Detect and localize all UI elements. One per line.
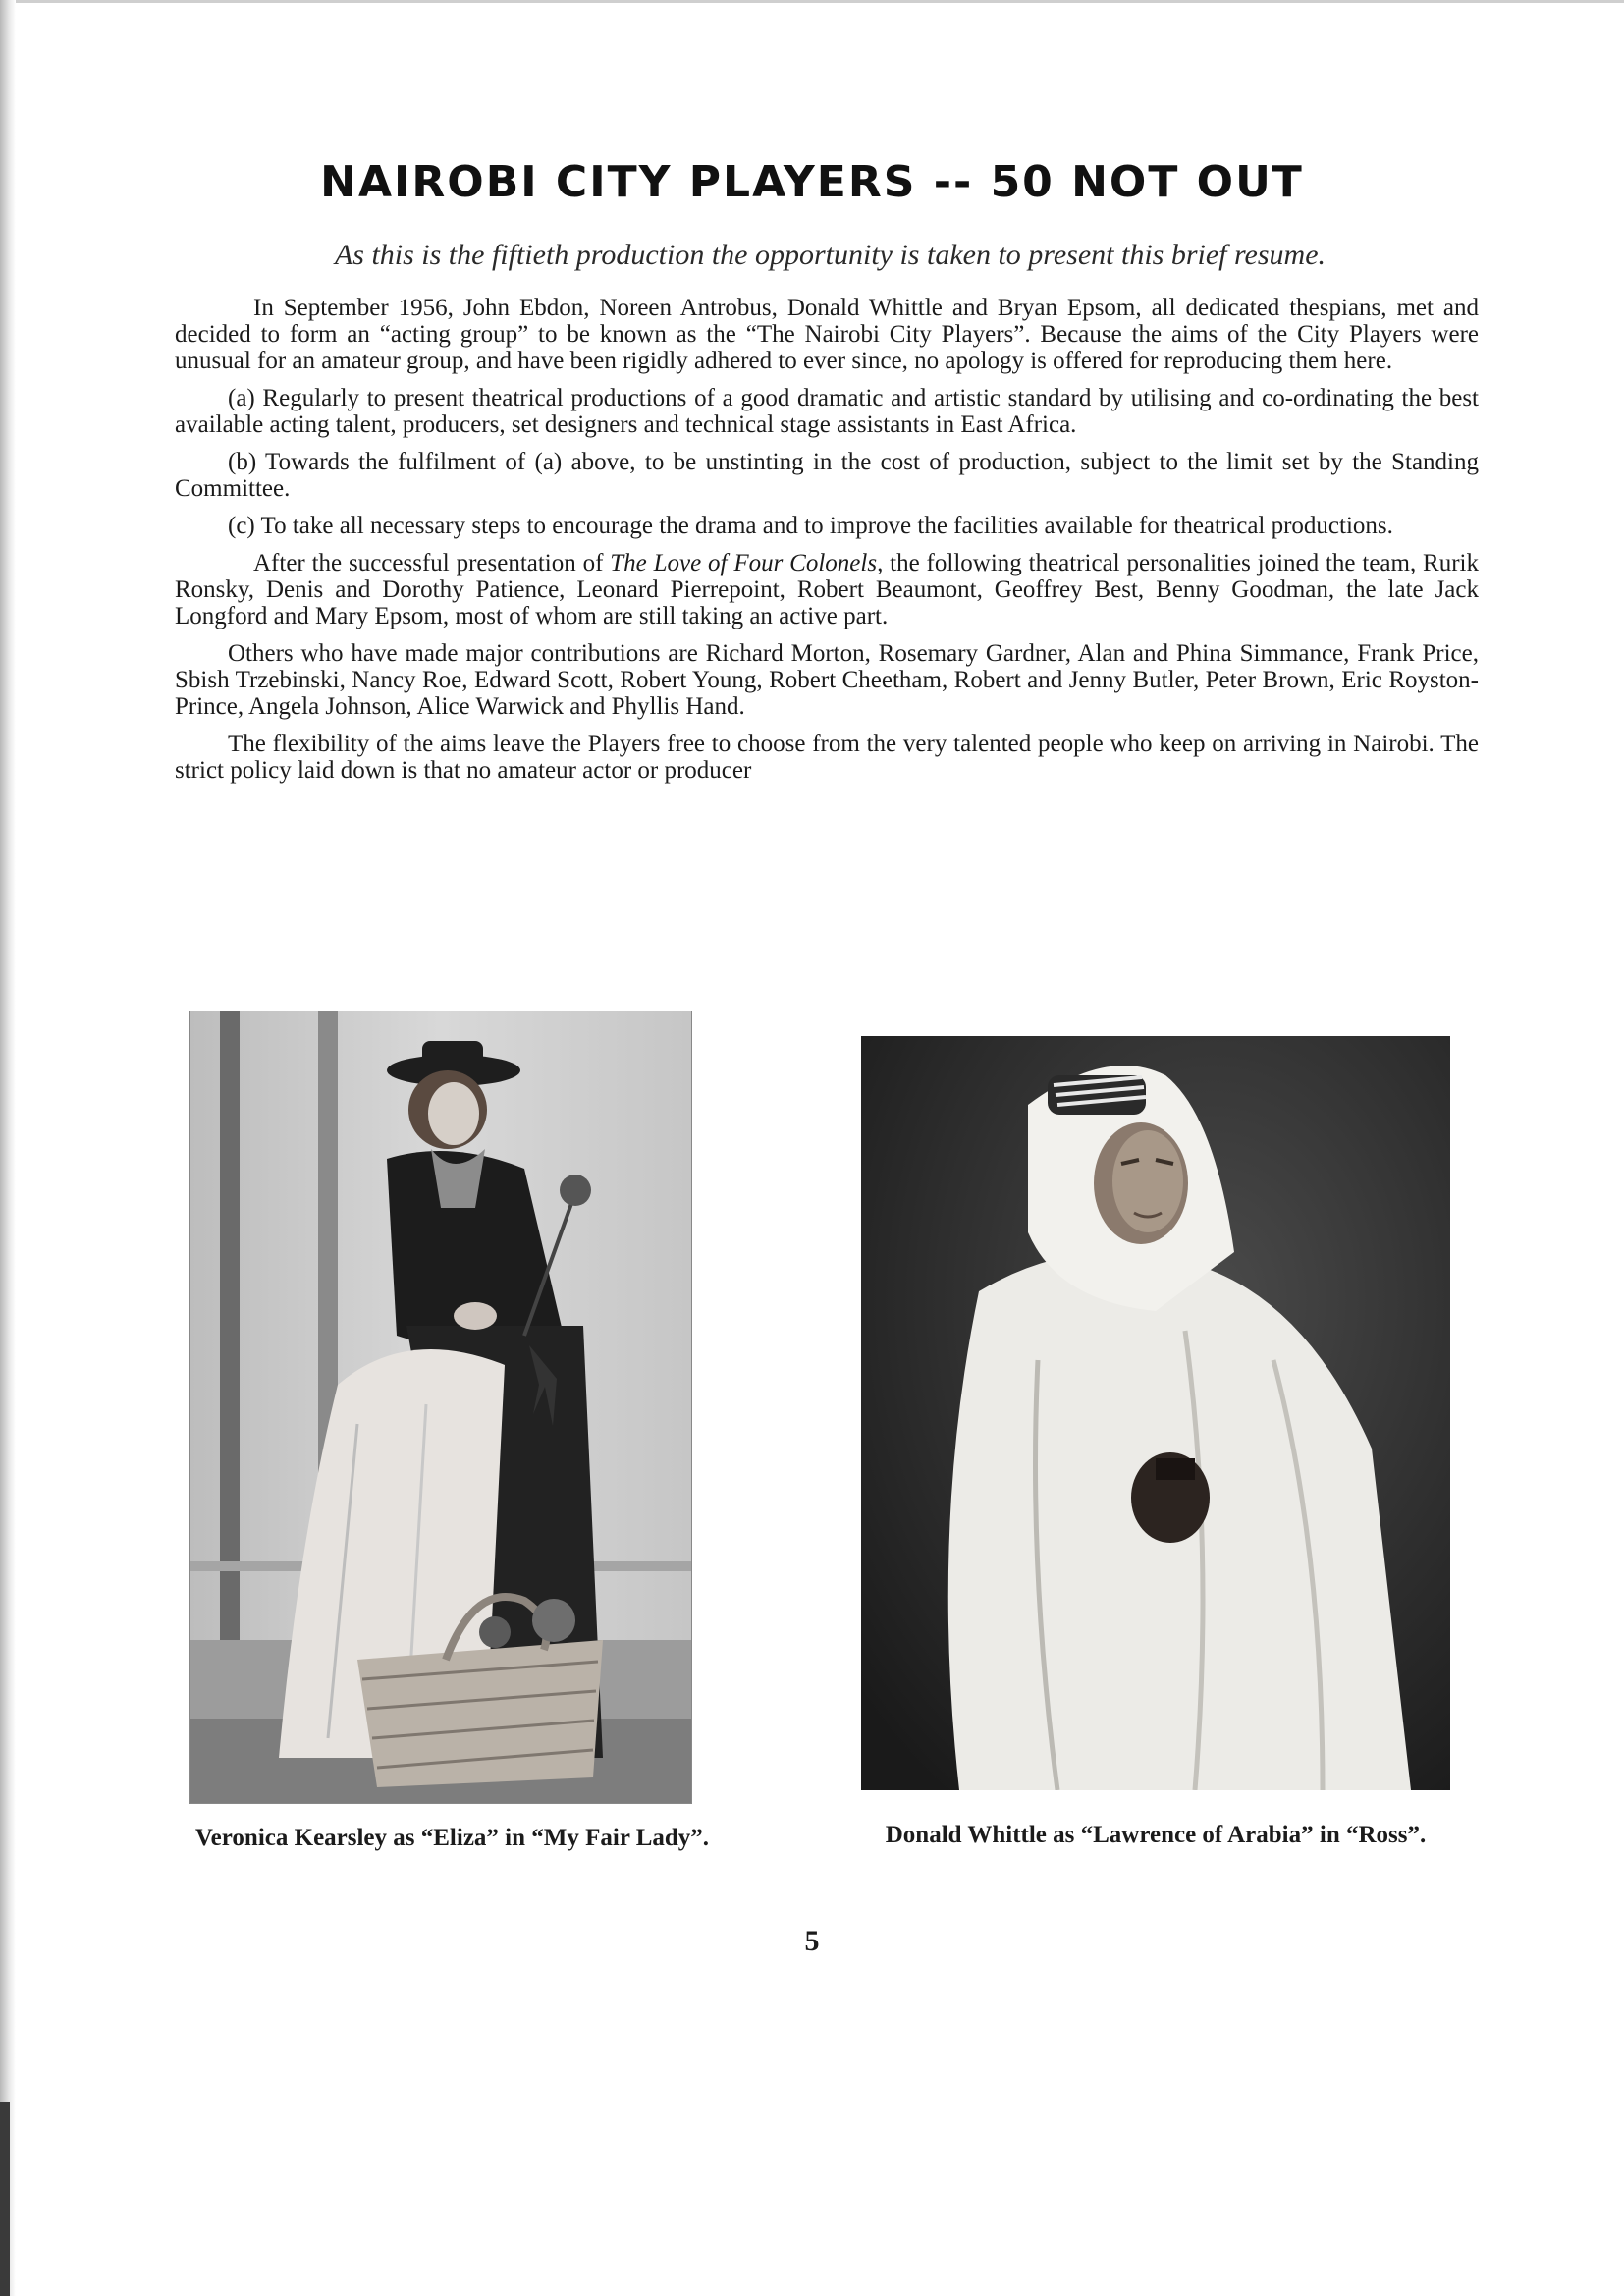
paragraph-contributors: Others who have made major contributions are Richard Morton, Rosemary Gardner, Alan and Phina Simmance, Frank Price, Sbish Trzebinski, Nancy Roe, Edward Scott, Robert Young, Robert Cheetham, Robert and Jenny Butler, Peter Brown, Eric Royston-Prince, Angela Johnson, Alice Warwick and Phyllis Hand. bbox=[175, 640, 1479, 720]
article-body bbox=[175, 295, 1479, 794]
scan-binding-shadow bbox=[0, 2102, 10, 2296]
caption-lawrence: Donald Whittle as “Lawrence of Arabia” in “Ross”. bbox=[885, 1822, 1427, 1848]
paragraph-new-members bbox=[175, 550, 1479, 629]
play-title: The Love of Four Colonels, bbox=[610, 550, 884, 576]
photo-lawrence bbox=[861, 1036, 1450, 1790]
paragraph-aim-b: (b) Towards the fulfilment of (a) above, to be unstinting in the cost of production, subject to the limit set by the Standing Committee. bbox=[175, 449, 1479, 502]
caption-eliza: Veronica Kearsley as “Eliza” in “My Fair Lady”. bbox=[194, 1825, 710, 1851]
scan-top-edge bbox=[0, 0, 1624, 3]
page-number: 5 bbox=[804, 1925, 820, 1957]
paragraph-founding: In September 1956, John Ebdon, Noreen Antrobus, Donald Whittle and Bryan Epsom, all dedicated thespians, met and decided to form an “acting group” to be known as the “The Nairobi City Players”. Because the aims of the City Players were unusual for an amateur group, and have been rigidly adhered to ever since, no apology is offered for reproducing them here. bbox=[175, 295, 1479, 374]
paragraph-aim-c: (c) To take all necessary steps to encourage the drama and to improve the facilities available for theatrical productions. bbox=[228, 513, 1393, 539]
photo-eliza-image bbox=[190, 1011, 691, 1803]
paragraph-new-members-rest: the following theatrical personalities joined the team, Rurik Ronsky, Denis and Dorothy Patience, Leonard Pierrepoint, Robert Beaumont, Geoffrey Best, Benny Goodman, the late Jack Longford and Mary Epsom, most of whom are still taking an active part. bbox=[175, 550, 1479, 629]
photo-lawrence-image bbox=[861, 1036, 1450, 1790]
paragraph-new-members-lead: After the successful presentation of bbox=[253, 550, 611, 576]
page-title: NAIROBI CITY PLAYERS -- 50 NOT OUT bbox=[320, 157, 1304, 207]
scan-left-edge bbox=[0, 0, 16, 2296]
photo-eliza bbox=[189, 1011, 692, 1804]
paragraph-aim-a: (a) Regularly to present theatrical productions of a good dramatic and artistic standard by utilising and co-ordinating the best available acting talent, producers, set designers and technical stage assistants in East Africa. bbox=[175, 385, 1479, 438]
intro-line: As this is the fiftieth production the opportunity is taken to present this brief resume. bbox=[334, 239, 1326, 271]
paragraph-policy: The flexibility of the aims leave the Players free to choose from the very talented people who keep on arriving in Nairobi. The strict policy laid down is that no amateur actor or producer bbox=[175, 731, 1479, 784]
